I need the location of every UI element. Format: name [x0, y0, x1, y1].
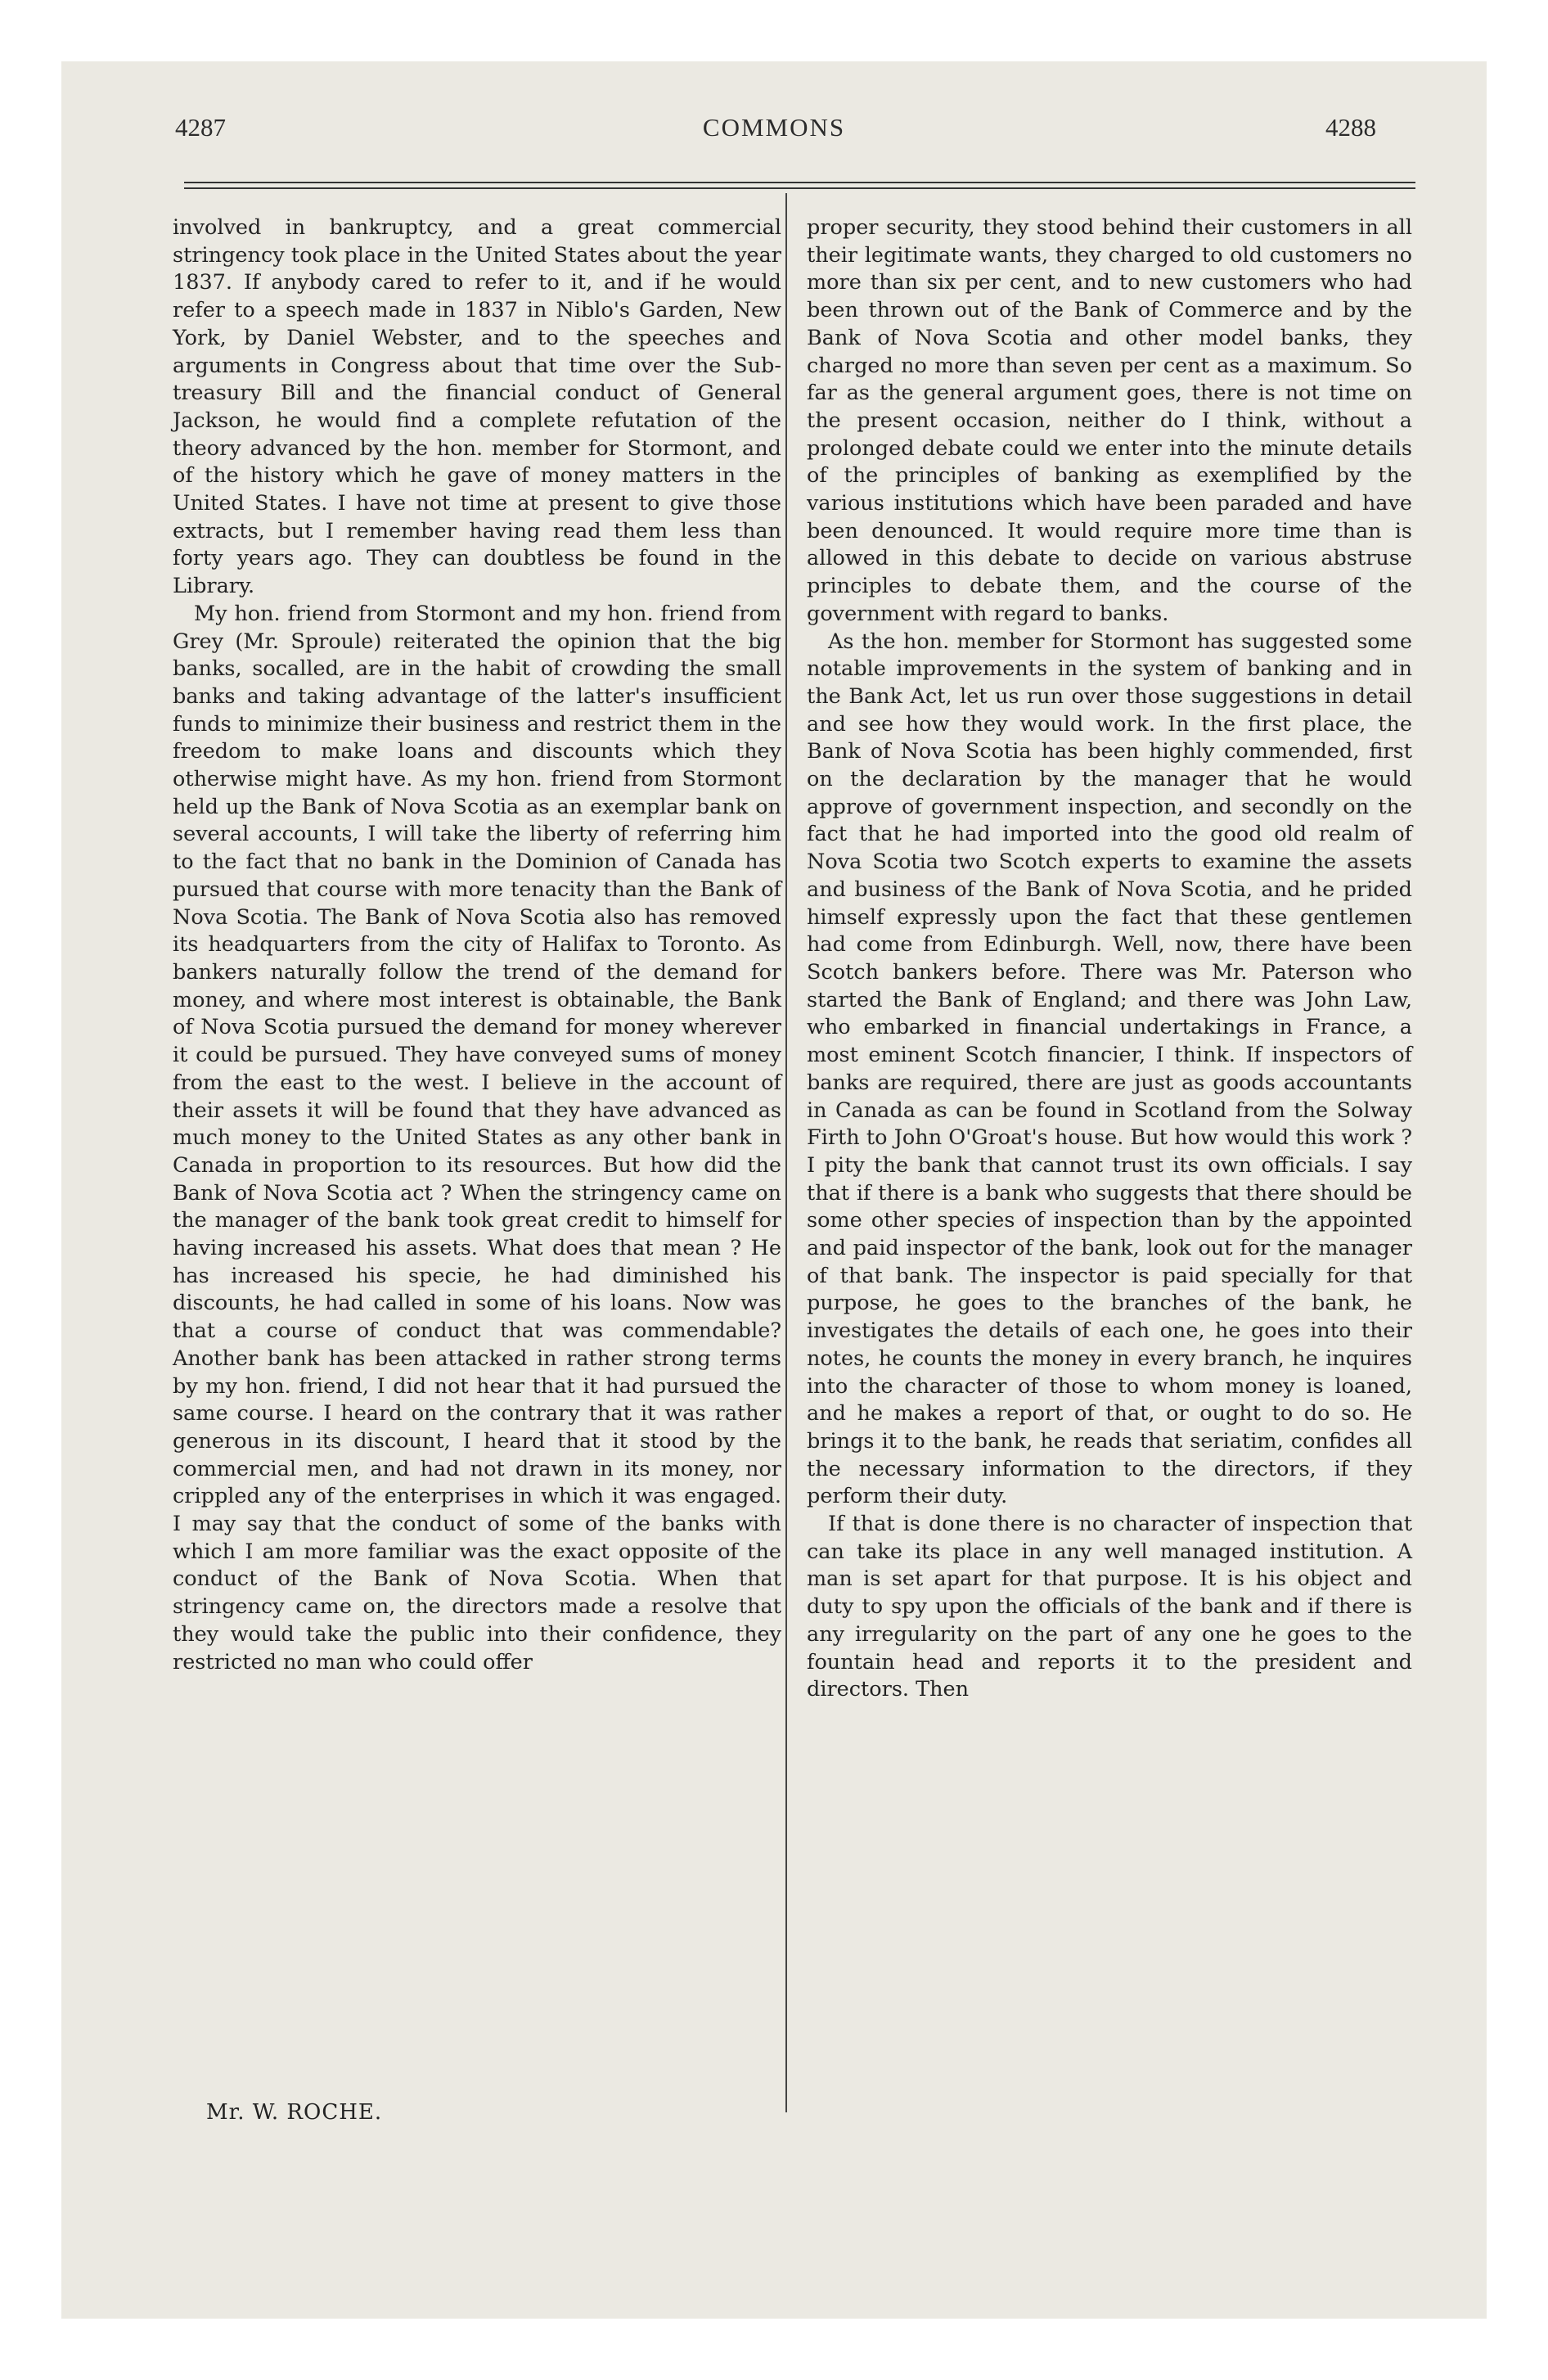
paragraph: My hon. friend from Stormont and my hon. friend from Grey (Mr. Sproule) reiterated the opinion that the big banks, socalled, are in the habit of crowding the small banks and taking advantage of the latter's insufficient funds to minimize their business and restrict them in the freedom to make loans and discounts which they otherwise might have. As my hon. friend from Stormont held up the Bank of Nova Scotia as an exemplar bank on several accounts, I will take the liberty of referring him to the fact that no bank in the Dominion of Canada has pursued that course with more tenacity than the Bank of Nova Scotia. The Bank of Nova Scotia also has removed its headquarters from the city of Halifax to Toronto. As bankers naturally follow the trend of the demand for money, and where most interest is obtainable, the Bank of Nova Scotia pursued the demand for money wherever it could be pursued. They have conveyed sums of money from the east to the west. I believe in the account of their assets it will be found that they have advanced as much money to the United States as any other bank in Canada in proportion to its resources. But how did the Bank of Nova Scotia act ? When the stringency came on the manager of the bank took great credit to himself for having increased his assets. What does that mean ? He has increased his specie, he had diminished his discounts, he had called in some of his loans. Now was that a course of conduct that was commendable? Another bank has been attacked in rather strong terms by my hon. friend, I did not hear that it had pursued the same course. I heard on the contrary that it was rather generous in its discount, I heard that it stood by the commercial men, and had not drawn in its money, nor crippled any of the enterprises in which it was engaged. I may say that the conduct of some of the banks with which I am more familiar was the exact opposite of the conduct of the Bank of Nova Scotia. When that stringency came on, the directors made a resolve that they would take the public into their confidence, they restricted no man who could offer: [173, 601, 781, 1675]
page-number-left: 4287: [175, 113, 226, 142]
page-number-right: 4288: [1325, 113, 1376, 142]
running-title: COMMONS: [702, 113, 846, 142]
page-header: [0, 0, 1548, 164]
right-column: [807, 214, 1412, 1704]
left-column: [173, 214, 781, 1676]
header-rule-bottom: [184, 187, 1415, 189]
paragraph: If that is done there is no character of inspection that can take its place in any well managed institution. A man is set apart for that purpose. It is his object and duty to spy upon the officials of the bank and if there is any irregularity on the part of any one he goes to the fountain head and reports it to the president and directors. Then: [807, 1512, 1412, 1702]
speaker-signature: Mr. W. ROCHE.: [206, 2100, 383, 2125]
column-separator: [785, 193, 787, 2112]
paragraph: involved in bankruptcy, and a great commercial stringency took place in the United States about the year 1837. If anybody cared to refer to it, and if he would refer to a speech made in 1837 in Niblo's Garden, New York, by Daniel Webster, and to the speeches and arguments in Congress about that time over the Sub-treasury Bill and the financial conduct of General Jackson, he would find a complete refutation of the theory advanced by the hon. member for Stormont, and of the history which he gave of money matters in the United States. I have not time at present to give those extracts, but I remember having read them less than forty years ago. They can doubtless be found in the Library.: [173, 215, 781, 599]
header-rule-top: [184, 182, 1415, 183]
paragraph: As the hon. member for Stormont has suggested some notable improvements in the system of banking and in the Bank Act, let us run over those suggestions in detail and see how they would work. In the first place, the Bank of Nova Scotia has been highly commended, first on the declaration by the manager that he would approve of government inspection, and secondly on the fact that he had imported into the good old realm of Nova Scotia two Scotch experts to examine the assets and business of the Bank of Nova Scotia, and he prided himself expressly upon the fact that these gentlemen had come from Edinburgh. Well, now, there have been Scotch bankers before. There was Mr. Paterson who started the Bank of England; and there was John Law, who embarked in financial undertakings in France, a most eminent Scotch financier, I think. If inspectors of banks are required, there are just as goods accountants in Canada as can be found in Scotland from the Solway Firth to John O'Groat's house. But how would this work ? I pity the bank that cannot trust its own officials. I say that if there is a bank who suggests that there should be some other species of inspection than by the appointed and paid inspector of the bank, look out for the manager of that bank. The inspector is paid specially for that purpose, he goes to the branches of the bank, he investigates the details of each one, he goes into their notes, he counts the money in every branch, he inquires into the character of those to whom money is loaned, and he makes a report of that, or ought to do so. He brings it to the bank, he reads that seriatim, confides all the necessary information to the directors, if they perform their duty.: [807, 629, 1412, 1509]
paragraph: proper security, they stood behind their customers in all their legitimate wants, they charged to old customers no more than six per cent, and to new customers who had been thrown out of the Bank of Commerce and by the Bank of Nova Scotia and other model banks, they charged no more than seven per cent as a maximum. So far as the general argument goes, there is not time on the present occasion, neither do I think, without a prolonged debate could we enter into the minute details of the principles of banking as exemplified by the various institutions which have been paraded and have been denounced. It would require more time than is allowed in this debate to decide on various abstruse principles to debate them, and the course of the government with regard to banks.: [807, 215, 1412, 626]
